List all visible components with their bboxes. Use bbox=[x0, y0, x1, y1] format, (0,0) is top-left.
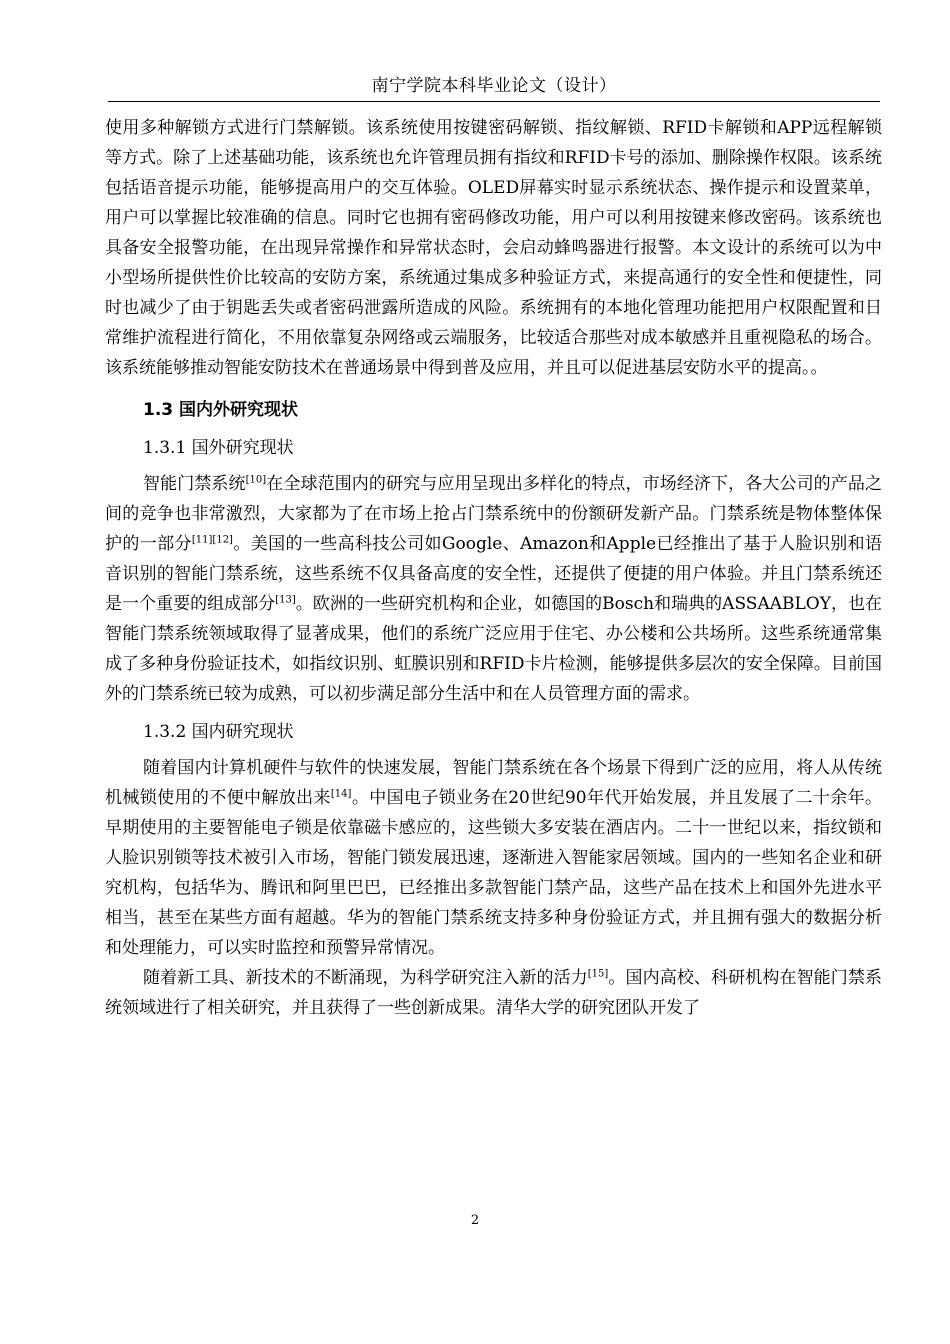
paragraph-intro-continuation: 使用多种解锁方式进行门禁解锁。该系统使用按键密码解锁、指纹解锁、RFID卡解锁和APP远程解锁等方式。除了上述基础功能，该系统也允许管理员拥有指纹和RFID卡号的添加、删除操作权限。该系统包括语音提示功能，能够提高用户的交互体验。OLED屏幕实时显示系统状态、操作提示和设置菜单，用户可以掌握比较准确的信息。同时它也拥有密码修改功能，用户可以利用按键来修改密码。该系统也具备安全报警功能，在出现异常操作和异常状态时，会启动蜂鸣器进行报警。本文设计的系统可以为中小型场所提供性价比较高的安防方案，系统通过集成多种验证方式，来提高通行的安全性和便捷性，同时也减少了由于钥匙丢失或者密码泄露所造成的风险。系统拥有的本地化管理功能把用户权限配置和日常维护流程进行简化，不用依靠复杂网络或云端服务，比较适合那些对成本敏感并且重视隐私的场合。该系统能够推动智能安防技术在普通场景中得到普及应用，并且可以促进基层安防水平的提高。。 bbox=[105, 118, 882, 378]
citation-15: [15] bbox=[587, 968, 609, 980]
paragraph-new-tools bbox=[105, 963, 882, 1023]
text-run: 随着国内计算机硬件与软件的快速发展，智能门禁系统在各个场景下得到广泛的应用，将人从传统机械锁使用的不便中解放出来 bbox=[105, 758, 882, 808]
document-body bbox=[105, 113, 882, 1023]
section-heading-1-3: 1.3 国内外研究现状 bbox=[143, 400, 299, 420]
citation-13: [13] bbox=[275, 594, 296, 606]
citation-11-12: [11][12] bbox=[191, 534, 233, 546]
citation-14: [14] bbox=[330, 788, 352, 800]
text-run: 。美国的一些高科技公司如Google、Amazon和Apple已经推出了基于人脸识别和语音识别的智能门禁系统，这些系统不仅具备高度的安全性，还提供了便捷的用户体验。并且门禁系统还是一个重要的组成部分 bbox=[105, 534, 883, 614]
text-run: 智能门禁系统 bbox=[143, 474, 246, 494]
paragraph-foreign-research bbox=[105, 469, 882, 709]
page-number: 2 bbox=[470, 1213, 480, 1228]
header-rule bbox=[108, 101, 880, 102]
running-header: 南宁学院本科毕业论文（设计） bbox=[371, 76, 617, 96]
text-run: 。国内高校、科研机构在智能门禁系统领域进行了相关研究，并且获得了一些创新成果。清华大学的研究团队开发了 bbox=[105, 968, 882, 1018]
paragraph-domestic-research bbox=[105, 753, 882, 963]
text-run: 在全球范围内的研究与应用呈现出多样化的特点，市场经济下，各大公司的产品之间的竞争也非常激烈，大家都为了在市场上抢占门禁系统中的份额研发新产品。门禁系统是物体整体保护的一部分 bbox=[105, 474, 883, 554]
text-run: 随着新工具、新技术的不断涌现，为科学研究注入新的活力 bbox=[143, 968, 588, 988]
text-run: 。欧洲的一些研究机构和企业，如德国的Bosch和瑞典的ASSAABLOY，也在智能门禁系统领域取得了显著成果，他们的系统广泛应用于住宅、办公楼和公共场所。这些系统通常集成了多种身份验证技术，如指纹识别、虹膜识别和RFID卡片检测，能够提供多层次的安全保障。目前国外的门禁系统已较为成熟，可以初步满足部分生活中和在人员管理方面的需求。 bbox=[105, 594, 883, 704]
subsection-heading-1-3-1: 1.3.1 国外研究现状 bbox=[143, 438, 294, 458]
text-run: 。中国电子锁业务在20世纪90年代开始发展，并且发展了二十余年。早期使用的主要智能电子锁是依靠磁卡感应的，这些锁大多安装在酒店内。二十一世纪以来，指纹锁和人脸识别锁等技术被引入市场，智能门锁发展迅速，逐渐进入智能家居领域。国内的一些知名企业和研究机构，包括华为、腾讯和阿里巴巴，已经推出多款智能门禁产品，这些产品在技术上和国外先进水平相当，甚至在某些方面有超越。华为的智能门禁系统支持多种身份验证方式，并且拥有强大的数据分析和处理能力，可以实时监控和预警异常情况。 bbox=[105, 788, 883, 958]
citation-10: [10] bbox=[245, 474, 267, 486]
subsection-heading-1-3-2: 1.3.2 国内研究现状 bbox=[143, 722, 294, 742]
